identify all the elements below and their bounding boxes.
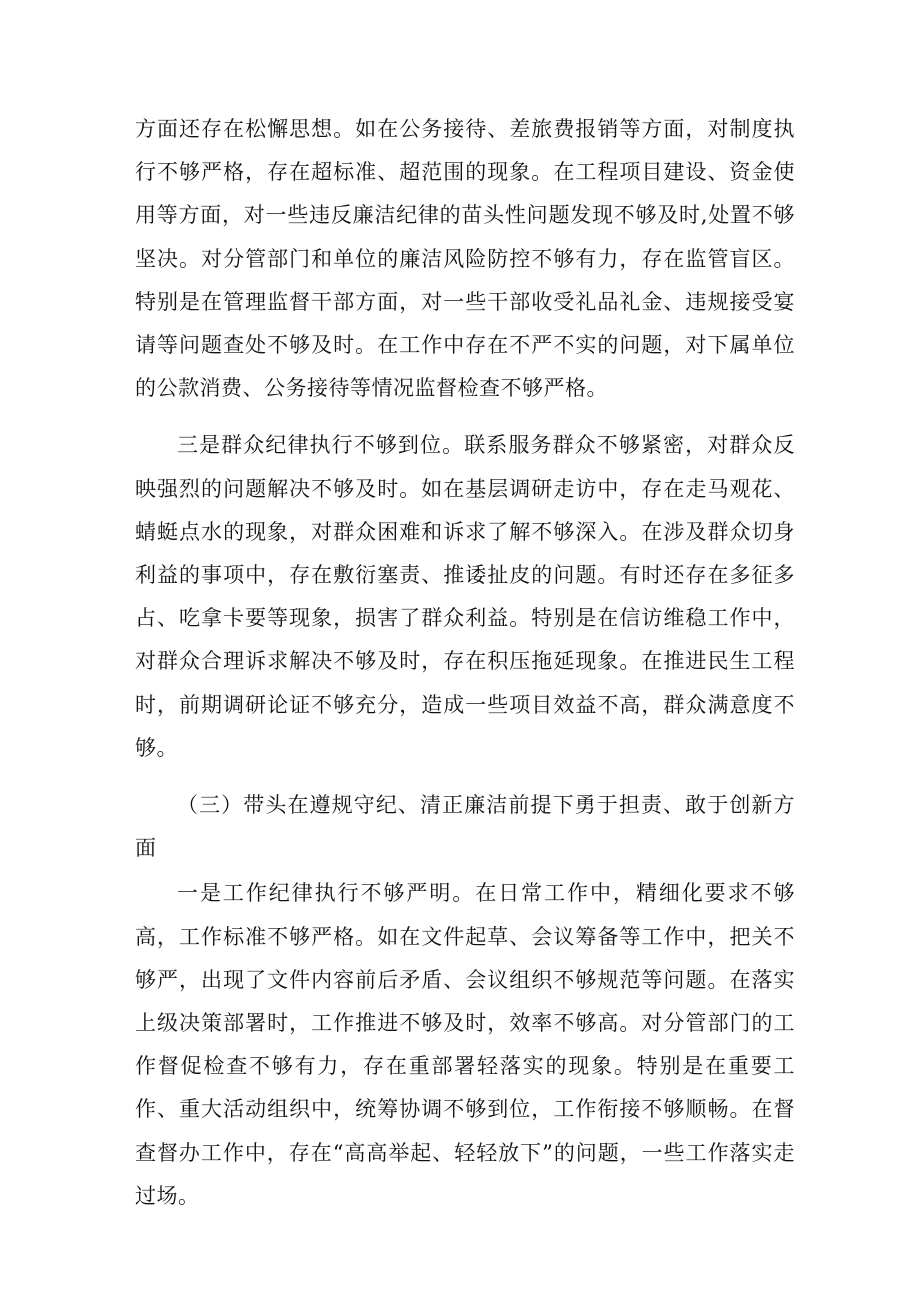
document-body xyxy=(135,108,795,1232)
paragraph-mass-discipline: 三是群众纪律执行不够到位。联系服务群众不够紧密，对群众反映强烈的问题解决不够及时。如在基层调研走访中，存在走马观花、蜻蜓点水的现象，对群众困难和诉求了解不够深入。在涉及群众切身利益的事项中，存在敷衍塞责、推诿扯皮的问题。有时还存在多征多占、吃拿卡要等现象，损害了群众利益。特别是在信访维稳工作中，对群众合理诉求解决不够及时，存在积压拖延现象。在推进民生工程时，前期调研论证不够充分，造成一些项目效益不高，群众满意度不够。 xyxy=(135,433,795,760)
paragraph-continuation: 方面还存在松懈思想。如在公务接待、差旅费报销等方面，对制度执行不够严格，存在超标准、超范围的现象。在工程项目建设、资金使用等方面，对一些违反廉洁纪律的苗头性问题发现不够及时,处置不够坚决。对分管部门和单位的廉洁风险防控不够有力，存在监管盲区。特别是在管理监督干部方面，对一些干部收受礼品礼金、违规接受宴请等问题查处不够及时。在工作中存在不严不实的问题，对下属单位的公款消费、公务接待等情况监督检查不够严格。 xyxy=(135,117,795,401)
paragraph-work-discipline: 一是工作纪律执行不够严明。在日常工作中，精细化要求不够高，工作标准不够严格。如在文件起草、会议筹备等工作中，把关不够严，出现了文件内容前后矛盾、会议组织不够规范等问题。在落实上级决策部署时，工作推进不够及时，效率不够高。对分管部门的工作督促检查不够有力，存在重部署轻落实的现象。特别是在重要工作、重大活动组织中，统筹协调不够到位，工作衔接不够顺畅。在督查督办工作中，存在“高高举起、轻轻放下”的问题，一些工作落实走过场。 xyxy=(135,881,795,1208)
section-heading: （三）带头在遵规守纪、清正廉洁前提下勇于担责、敢于创新方面 xyxy=(135,793,795,861)
